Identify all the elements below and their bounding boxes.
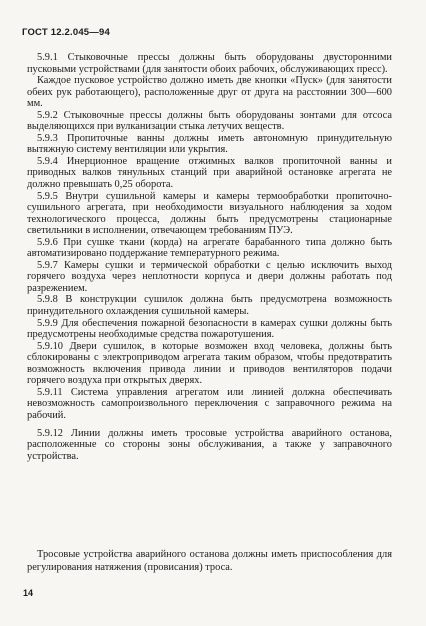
paragraph-emergency-cable: Тросовые устройства аварийного останова должны иметь приспособления для регулирования натяжения (провисания) троса. (27, 549, 392, 573)
paragraph-5-9-2: 5.9.2 Стыковочные прессы должны быть оборудованы зонтами для отсоса выделяющихся при вулканизации стыка летучих веществ. (27, 109, 392, 133)
paragraph-5-9-10: 5.9.10 Двери сушилок, в которые возможен вход человека, должны быть сблокированы с электроприводом агрегата таким образом, чтобы предотвратить возможность включения привода линии и приводов вентиляторов подачи горячего воздуха при открытых дверях. (27, 340, 392, 387)
paragraph-5-9-5: 5.9.5 Внутри сушильной камеры и камеры термообработки пропиточно-сушильного агрегата, при необходимости визуального наблюдения за ходом технологического процесса, должны быть предусмотрены стационарные светильники в исполнении, отвечающем требованиям ПУЭ. (27, 190, 392, 237)
body-text (27, 52, 392, 462)
paragraph-5-9-9: 5.9.9 Для обеспечения пожарной безопасности в камерах сушки должны быть предусмотрены необходимые средства пожаротушения. (27, 317, 392, 341)
paragraph-5-9-8: 5.9.8 В конструкции сушилок должна быть предусмотрена возможность принудительного охлаждения сушильной камеры. (27, 294, 392, 318)
paragraph-start-buttons: Каждое пусковое устройство должно иметь две кнопки «Пуск» (для занятости обеих рук работающего), расположенные друг от друга на расстоянии 300—600 мм. (27, 75, 392, 110)
paragraph-5-9-1: 5.9.1 Стыковочные прессы должны быть оборудованы двусторонними пусковыми устройствами (для занятости обоих рабочих, обслуживающих пресс). (27, 52, 392, 75)
paragraph-5-9-4: 5.9.4 Инерционное вращение отжимных валков пропиточной ванны и приводных валков тянульных станций при аварийной остановке агрегата не должно превышать 0,25 оборота. (27, 155, 392, 191)
paragraph-5-9-7: 5.9.7 Камеры сушки и термической обработки с целью исключить выход горячего воздуха через неплотности корпуса и двери должны работать под разрежением. (27, 259, 392, 294)
paragraph-5-9-12: 5.9.12 Линии должны иметь тросовые устройства аварийного останова, расположенные со стороны зоны обслуживания, а также у заправочного устройства. (27, 427, 392, 462)
page-number: 14 (23, 588, 34, 598)
paragraph-5-9-11: 5.9.11 Система управления агрегатом или линией должна обеспечивать невозможность самопроизвольного переключения с заправочного режима на рабочий. (27, 386, 392, 421)
paragraph-5-9-3: 5.9.3 Пропиточные ванны должны иметь автономную принудительную вытяжную систему вентиляции или укрытия. (27, 132, 392, 156)
paragraph-5-9-6: 5.9.6 При сушке ткани (корда) на агрегате барабанного типа должно быть автоматизировано поддержание температурного режима. (27, 236, 392, 260)
document-header: ГОСТ 12.2.045—94 (22, 27, 110, 38)
